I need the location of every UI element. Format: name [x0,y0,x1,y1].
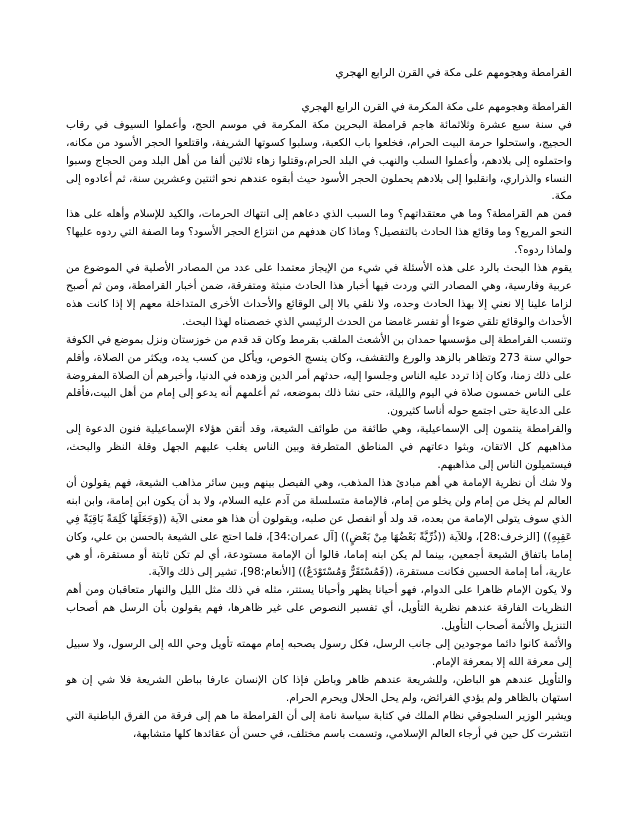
paragraph-batin-doctrine: والتأويل عندهم هو الباطن، وللشريعة عندهم ظاهر وباطن فإذا كان الإنسان عارفا بباطن الشريعة فلا شي إن هو استهان بالظاهر ولم يؤدي الفرائض، ولم يحل الحلال ويحرم الحرام. [66,673,572,704]
paragraph-imams-with-prophets: والأئمة كانوا دائما موجودين إلى جانب الرسل، فكل رسول يصحبه إمام مهمته تأويل وحي الله إلى الرسول، ولا سبيل إلى معرفة الله إلا بمعرفة الإمام. [66,638,572,668]
document-body [66,64,572,744]
paragraph-ismaili-affiliation: والقرامطة ينتمون إلى الإسماعيلية، وهي طائفة من طوائف الشيعة، وقد أتقن هؤلاء الإسماعيلية فنون الدعوة إلى مذاهبهم كل الاتقان، وبثوا دعاتهم في المناطق المتطرفة وبين الناس يغلب عليهم الجهل وقلة النظر والبحث، فيستميلون الناس إلى مذاهبهم. [66,423,572,472]
paragraph-concealment-and-tawil: ولا يكون الإمام ظاهرا على الدوام، فهو أحيانا يظهر وأحيانا يستتر، مثله في ذلك مثل الليل والنهار متعاقبان ومن أهم النظريات الفارقة عندهم نظرية التأويل، أي تفسير النصوص على غير ظاهرها، فهم يقولون بأن الرسل هم أصحاب التنزيل والأئمة أصحاب التأويل. [66,584,572,633]
paragraph-subtitle: القرامطة وهجومهم على مكة المكرمة في القرن الرابع الهجري [301,100,572,113]
paragraph-nizam-al-mulk: ويشير الوزير السلجوقي نظام الملك في كتابة سياسة نامة إلى أن القرامطة ما هم إلى فرقة من الفرق الباطنية التي انتشرت كل حين في أرجاء العالم الإسلامي، وتسمت باسم مختلف، في حسن أن عقائدها كلها متشابهة، [66,709,572,740]
paragraph-research-questions: فمن هم القرامطة؟ وما هي معتقداتهم؟ وما السبب الذي دعاهم إلى انتهاك الحرمات، والكيد للإسلام وأهله على هذا النحو المريع؟ وما وقائع هذا الحادث بالتفصيل؟ وماذا كان هدفهم من انتزاع الحجر الأسود؟ وما الصفة التي ردوه عليها؟ ولماذا ردوه؟. [66,208,572,257]
paragraph-research-method: يقوم هذا البحث بالرد على هذه الأسئلة في شيء من الإيجاز معتمدا على عدد من المصادر الأصلية في الموضوع من عربية وفارسية، وهي المصادر التي وردت فيها أخبار هذا الحادث منبثة ومتفرقة، ضمن أخبار القرامطة، ومن ثم أصبح لزاما علينا إلا نعني إلا بهذا الحادث وحده، ولا نلقي بالا إلى الوقائع والأحداث الأخرى المتداخلة معهم إلا إذا كانت هذه الأحداث والوقائع تلقي ضوءا أو تفسر غامضا من الحدث الرئيسي الذي خصصناه لهذا البحث. [66,262,572,328]
document-title: القرامطة وهجومهم على مكة في القرن الرابع الهجري [335,66,572,79]
paragraph-founder-hamdan: وتنسب القرامطة إلى مؤسسها حمدان بن الأشعث الملقب بقرمط وكان قد قدم من خوزستان ونزل بموضع في الكوفة حوالي سنة 273 وتظاهر بالزهد والورع والتقشف، وكان ينسج الخوص، ويأكل من كسب يده، ويكثر من الصلاة، وأقلم على ذلك زمنا، وكان إذا تردد عليه الناس وجلسوا إليه، حدثهم أمر الدين وزهده في الدنيا، وأخبرهم أن الصلاة المفروضة على الناس خمسون صلاة في اليوم والليلة، حتى نشا ذلك بموضعه، ثم أعلمهم أنه يدعو إلى إمام من أهل البيت،فأقلم على الدعاية حتى اجتمع حوله أناسا كثيرون. [66,333,572,418]
paragraph-attack-summary: في سنة سبع عشرة وثلاثمائة هاجم قرامطة البحرين مكة المكرمة في موسم الحج، وأعملوا السيوف في رقاب الحجيج، واستحلوا حرمة البيت الحرام، فخلعوا باب الكعبة، وسلبوا كسوتها الشريفة، واقتلعوا الحجر الأسود من مكانه، واحتملوه إلى بلادهم، وأعملوا السلب والنهب في البلد الحرام،وقتلوا زهاء ثلاثين ألفا من أهل البلد ومن الحجاج وسبوا النساء والذراري، وانقلبوا إلى بلادهم يحملون الحجر الأسود حيث أبقوه عندهم نحو اثنتين وعشرين سنة، ثم أعادوه إلى مكة. [66,118,572,203]
paragraph-imamate-theory: ولا شك أن نظرية الإمامة هي أهم مبادئ هذا المذهب، وهي الفيصل بينهم وبين سائر مذاهب الشيعة، فهم يقولون أن العالم لم يخل من إمام ولن يخلو من إمام، فالإمامة متسلسلة من آدم عليه السلام، ولا بد أن يكون ابن إمامة، وابن ابنه الذي سوف يتولى الإمامة من بعده، قد ولد أو انفصل عن صلبه، ويقولون أن هذا هو معنى الآية ((وَجَعَلَهَا كَلِمَةً بَاقِيَةً فِي عَقِبِهِ)) [الزخرف:28]، وللآية ((ذُرِّيَّةً بَعْضُهَا مِنْ بَعْضٍ)) [آل عمران:34]، فلما احتج على الشيعة بالحسن بن علي، وكان إماما باتفاق الشيعة أجمعين، بينما لم يكن ابنه إماما، قالوا أن الإمامة مستودعة، أي لم تكن ثابتة أو مستقرة، أو هي عارية، أما إمامة الحسين فكانت مستقرة، ((فَمُسْتَقَرٌّ وَمُسْتَوْدَعٌ)) [الأنعام:98]، تشير إلى ذلك والآية. [66,476,572,579]
